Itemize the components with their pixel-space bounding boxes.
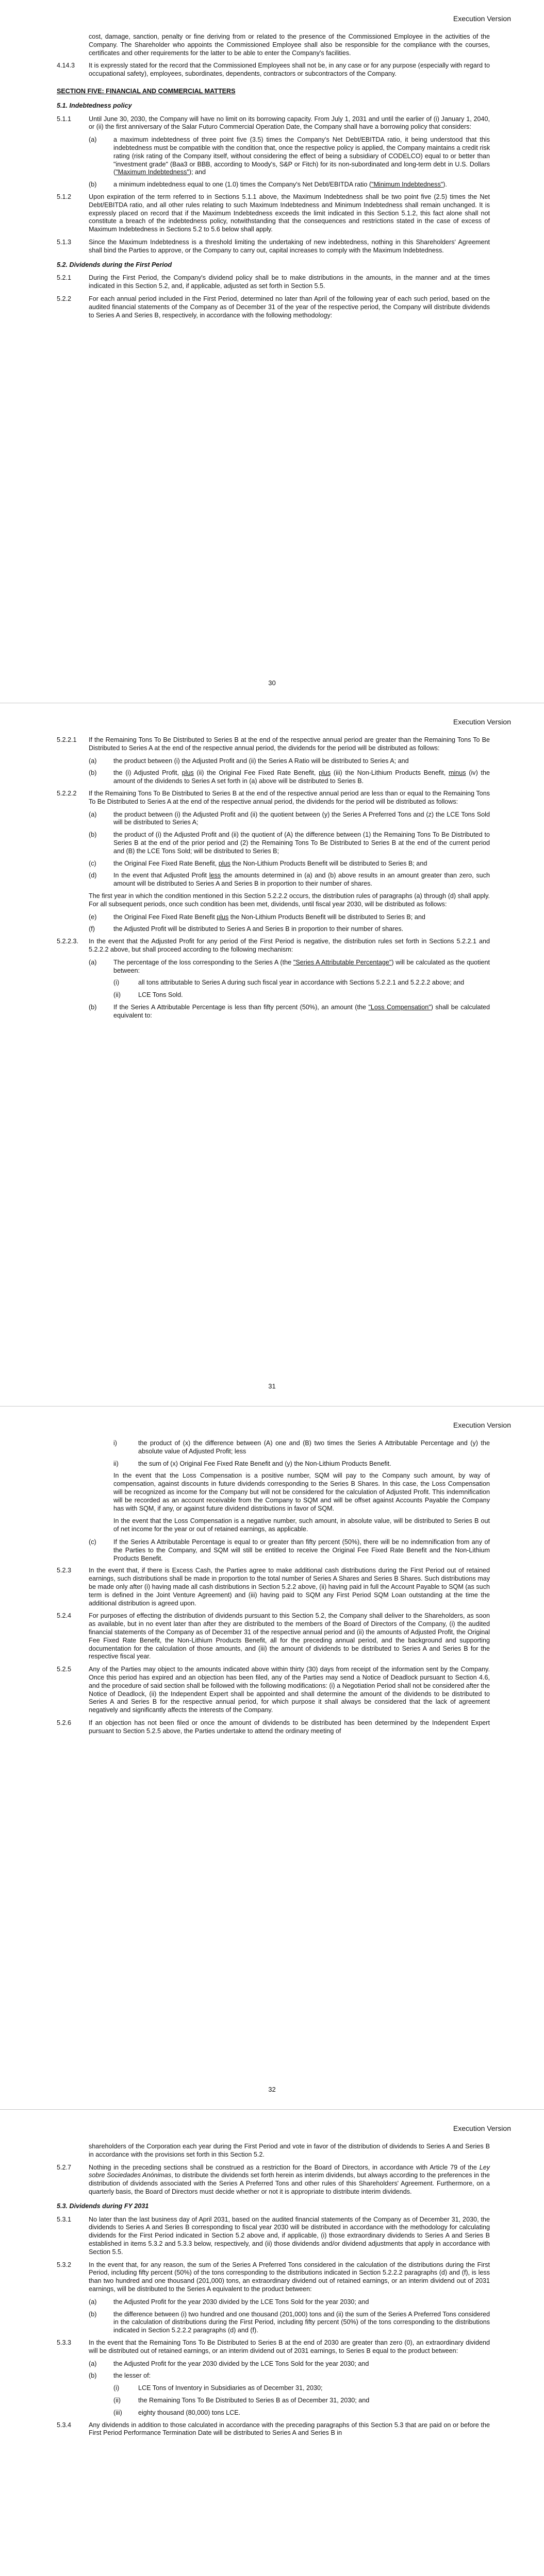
- clause-5-2-4: [57, 1612, 490, 1661]
- subsection-heading-5-1: 5.1. Indebtedness policy: [57, 101, 132, 109]
- clause-5-2-2-1: [57, 736, 490, 753]
- clause-text: Any of the Parties may object to the amounts indicated above within thirty (30) days from receipt of the information sent by the Company. Once this period has expired and an objection has been filed, any of the Parties may send a Notice of Deadlock pursuant to Section 4.6, and the procedure of said section shall be followed with the following modifications: (i) a Negotiation Period shall not be considered after the Notice of Deadlock, (ii) the Independent Expert shall be appointed and shall determine the amount of the dividends to be distributed to Series A and Series B for the respective annual period, for which purpose it shall always be considered that the lack of agreement negatively and significantly affects the interests of the Company.: [89, 1666, 490, 1714]
- item-label: (a): [89, 136, 97, 144]
- item-text: [113, 959, 490, 975]
- item-ii: [113, 991, 490, 999]
- item-text: eighty thousand (80,000) tons LCE.: [138, 2409, 241, 2416]
- section-title: SECTION FIVE: FINANCIAL AND COMMERCIAL MATTERS: [57, 87, 236, 95]
- clause-number: 5.2.2.1: [57, 736, 77, 743]
- clause-number: 5.3.1: [57, 2215, 72, 2223]
- clause-text: In the event that, if there is Excess Cash, the Parties agree to make additional cash distributions during the First Period out of retained earnings, such distributions shall be made in proportion to the total number of Series A Shares and Series B Shares. Such distributions may be made only after (i) having made all cash distributions in Section 5.2.2 above, (ii) having paid in full the Account Payable to SQM (as such term is defined in the Joint Venture Agreement) and (iii) having paid to SQM any First Period SQM Loan outstanding at the time the additional distribution is agreed upon.: [89, 1567, 490, 1607]
- clause-number: 5.3.4: [57, 2421, 72, 2429]
- item-iii: [113, 2409, 490, 2417]
- clause-5-1-2: [57, 193, 490, 234]
- item-label: (e): [89, 913, 97, 921]
- clause-5-2-2: [57, 295, 490, 319]
- item-c: [89, 1538, 490, 1563]
- clause-text: In the event that the Remaining Tons To Be Distributed to Series B at the end of 2030 are greater than zero (0), an extraordinary dividend will be distributed out of retained earnings, or an interim dividend out of 2031 earnings, to Series B equal to the product between:: [89, 2338, 490, 2354]
- paragraph: The first year in which the condition mentioned in this Section 5.2.2.2 occurs, the distribution rules of paragraphs (a) through (d) shall apply. For all subsequent periods, once such condition has been met, dividends, until fiscal year 2030, will be distributed as follows:: [89, 892, 490, 908]
- item-e: [89, 913, 490, 922]
- text-run: the (i) Adjusted Profit,: [113, 769, 182, 777]
- paragraph-continuation: shareholders of the Corporation each year during the First Period and vote in favor of the distribution of dividends to Series A and Series B in accordance with the provisions set forth in this Section 5.2.: [89, 2143, 490, 2158]
- clause-text: No later than the last business day of April 2031, based on the audited financial statements of the Company as of December 31, 2030, the dividends to Series A and Series B corresponding to fiscal year 2030 will be distributed in accordance with the methodology for calculating dividends for the First Period indicated in Section 5.2 above and, if applicable, (i) those extraordinary dividends to Series A and Series B established in items 5.3.2 and 5.3.3 below, respectively, and (ii) those dividends and/or dividend adjustments that apply in accordance with Section 5.5.: [89, 2215, 490, 2256]
- header-execution-version: Execution Version: [453, 1421, 511, 1429]
- item-label: ii): [113, 1460, 119, 1467]
- item-text: [113, 136, 490, 177]
- clause-number: 5.3.2: [57, 2261, 72, 2268]
- defined-term: "Minimum Indebtedness": [371, 181, 443, 189]
- item-text: [113, 1004, 490, 1020]
- item-label: (d): [89, 872, 97, 879]
- item-i: [113, 2384, 490, 2393]
- item-i: [113, 979, 490, 987]
- item-label: (b): [89, 769, 97, 777]
- clause-5-2-2-3: [57, 938, 490, 954]
- clause-text: Any dividends in addition to those calculated in accordance with the preceding paragraphs of this Section 5.3 that are paid on or before the First Period Performance Termination Date will be distributed to Series A and Series B in: [89, 2421, 490, 2437]
- header-execution-version: Execution Version: [453, 14, 511, 23]
- text-run: ) shall be calculated equivalent to:: [113, 1003, 490, 1019]
- item-text: LCE Tons of Inventory in Subsidiaries as of December 31, 2030;: [138, 2384, 323, 2392]
- clause-5-2-7: [57, 2164, 490, 2196]
- page-number: 32: [268, 2086, 276, 2093]
- item-text: the difference between (i) two hundred and one thousand (201,000) tons and (ii) the sum of the Series A Preferred Tons considered in the calculation of distributions during the First Period, including fifty percent (50%) of the tons corresponding to the distributions indicated in Section 5.2.2.2 paragraphs (d) and (f).: [113, 2310, 490, 2334]
- page-content: [57, 33, 490, 324]
- clause-number: 5.2.1: [57, 274, 72, 282]
- item-b: [89, 2311, 490, 2335]
- text-run: the Original Fee Fixed Rate Benefit,: [113, 859, 219, 867]
- clause-number: 5.2.2: [57, 295, 72, 302]
- item-label: (b): [89, 181, 97, 189]
- clause-number: 5.1.2: [57, 193, 72, 200]
- clause-text: For each annual period included in the First Period, determined no later than April of the following year of each such period, based on the audited financial statements of the Company as of December 31 of the year of the respective period, the Company will distribute dividends to Series A and Series B, respectively, in accordance with the following methodology:: [89, 295, 490, 319]
- clause-number: 4.14.3: [57, 62, 75, 70]
- clause-number: 5.1.1: [57, 115, 72, 123]
- paragraph-continuation: cost, damage, sanction, penalty or fine deriving from or related to the presence of the Commissioned Employee in the activities of the Company. The Shareholder who appoints the Commissioned Employee shall also be responsible for the compliance with the courses, certificates and other requirements for the latter to be able to enter the Company's facilities.: [89, 33, 490, 57]
- document-page-31: [0, 703, 544, 1406]
- text-run: The percentage of the loss corresponding to the Series A (the: [113, 958, 293, 966]
- item-text: the Adjusted Profit for the year 2030 divided by the LCE Tons Sold for the year 2030; and: [113, 2298, 369, 2306]
- item-ii: [113, 2397, 490, 2405]
- header-execution-version: Execution Version: [453, 718, 511, 726]
- clause-number: 5.2.3: [57, 1567, 72, 1574]
- text-run: (ii) the Original Fee Fixed Rate Benefit,: [193, 769, 319, 777]
- paragraph: In the event that the Loss Compensation is a positive number, SQM will pay to the Company such amount, by way of compensation, against discounts in future dividends corresponding to the Series B Shares. In this case, the Loss Compensation will be recognized as income for the Company but will not be considered for the calculation of Adjusted Profit. This indemnification will be recorded as an account receivable from the Company to SQM and will be offset against Accounts Payable the Company has with SQM, if any, or against future dividend distributions in favor of SQM.: [113, 1472, 490, 1512]
- item-a: [89, 757, 490, 766]
- text-run: ) will be calculated as the quotient between:: [113, 958, 490, 974]
- item-text: [113, 872, 490, 888]
- clause-5-3-3: [57, 2339, 490, 2355]
- subsection-heading-5-2: 5.2. Dividends during the First Period: [57, 261, 172, 268]
- item-label: (b): [89, 831, 97, 839]
- text-run: a minimum indebtedness equal to one (1.0) times the Company's Net Debt/EBITDA ratio (: [113, 181, 372, 189]
- item-b: [89, 2372, 490, 2380]
- text-run: (iv) the amount of the dividends to Series A set forth in (a) above will be distributed to Series B.: [113, 769, 490, 785]
- clause-text: Upon expiration of the term referred to in Sections 5.1.1 above, the Maximum Indebtedness shall be two point five (2.5) times the Net Debt/EBITDA ratio, and all other rules relating to such Maximum Indebtedness and Minimum Indebtedness shall remain unchanged. It is expressly placed on record that if the Maximum Indebtedness exceeds the limit indicated in this Section 5.1.2, this fact alone shall not constitute a breach of the indebtedness policy, notwithstanding that the consequences and restrictions stated in the case of excess of Maximum Indebtedness in Sections 5.2 to 5.6 below shall apply.: [89, 193, 490, 233]
- text-run: (iii) the Non-Lithium Products Benefit,: [331, 769, 449, 777]
- defined-term: "Maximum Indebtedness": [116, 168, 189, 176]
- clause-number: 5.2.5: [57, 1666, 72, 1673]
- emphasis: plus: [217, 913, 229, 921]
- item-text: [113, 769, 490, 786]
- item-text: the Remaining Tons To Be Distributed to Series B as of December 31, 2030; and: [138, 2396, 370, 2404]
- item-text: LCE Tons Sold.: [138, 991, 183, 999]
- document-page-32: [0, 1406, 544, 2110]
- text-run: the amounts determined in (a) and (b) above results in an amount greater than zero, such amount will be distributed to Series A and Series B in proportion to their number of shares.: [113, 872, 490, 888]
- clause-text: If an objection has not been filed or once the amount of dividends to be distributed has been determined by the Independent Expert pursuant to Section 5.2.5 above, the Parties undertake to attend the ordinary meeting of: [89, 1719, 490, 1735]
- item-c: [89, 860, 490, 868]
- item-label: (a): [89, 757, 97, 765]
- emphasis: less: [209, 872, 221, 879]
- item-label: (a): [89, 958, 97, 966]
- item-a: [89, 2360, 490, 2368]
- text-run: the Original Fee Fixed Rate Benefit: [113, 913, 217, 921]
- text-run: In the event that Adjusted Profit: [113, 872, 209, 879]
- subsection-heading-5-3: 5.3. Dividends during FY 2031: [57, 2202, 149, 2210]
- text-run: ).: [443, 181, 447, 189]
- text-run: a maximum indebtedness of three point five (3.5) times the Company's Net Debt/EBITDA ratio, it being understood that this indebtedness must be compatible with the condition that, once the respective policy is applied, the Company maintains a credit risk rating (risk rating of the Company itself, without considering the effect of being a subsidiary of CODELCO) equal to or better than "investment grade" (Baa3 or BBB, according to Moody's, S&P or Fitch) for its non-subordinated and long-term debt in U.S. Dollars (: [113, 136, 490, 176]
- page-number: 30: [268, 679, 276, 687]
- emphasis: plus: [319, 769, 331, 777]
- item-label: (a): [89, 810, 97, 818]
- item-text: [113, 181, 490, 189]
- text-run: the Non-Lithium Products Benefit will be distributed to Series B; and: [228, 913, 425, 921]
- item-label: (i): [113, 979, 120, 987]
- clause-5-2-3: [57, 1567, 490, 1607]
- item-text: [113, 913, 490, 922]
- item-b: [89, 1004, 490, 1020]
- item-5-1-1-b: [89, 181, 490, 189]
- clause-text: In the event that, for any reason, the sum of the Series A Preferred Tons considered in the calculation of the distributions during the First Period, including fifty percent (50%) of the tons corresponding to the distributions indicated in Section 5.2.2.2 paragraphs (d) and (f), is less than two hundred and one thousand (201,000) tons, an extraordinary dividend out of retained earnings, or an interim dividend out of 2031 earnings, will be distributed to the Series A equivalent to the product between:: [89, 2261, 490, 2293]
- clause-text: If the Remaining Tons To Be Distributed to Series B at the end of the respective annual period are less than or equal to the Remaining Tons To Be Distributed to Series A at the end of the respective annual period, the dividends for the period will be distributed as follows:: [89, 789, 490, 805]
- clause-5-1-1: [57, 115, 490, 132]
- page-content: [57, 2143, 490, 2442]
- clause-number: 5.2.4: [57, 1612, 72, 1620]
- clause-text: If the Remaining Tons To Be Distributed to Series B at the end of the respective annual period are greater than the Remaining Tons To Be Distributed to Series A at the end of the respective annual period, the dividends for the period will be distributed as follows:: [89, 736, 490, 752]
- clause-5-3-4: [57, 2421, 490, 2438]
- header-execution-version: Execution Version: [453, 2124, 511, 2132]
- clause-5-2-2-2: [57, 790, 490, 806]
- item-label: (iii): [113, 2409, 122, 2416]
- clause-5-2-5: [57, 1666, 490, 1715]
- clause-text: Until June 30, 2030, the Company will have no limit on its borrowing capacity. From July 1, 2031 and until the earlier of (i) January 1, 2040, or (ii) the first anniversary of the Salar Futuro Commercial Operation Date, the Company shall have a borrowing policy that considers:: [89, 115, 490, 131]
- item-text: the product of (i) the Adjusted Profit and (ii) the quotient of (A) the difference between (1) the Remaining Tons To Be Distributed to Series B at the end of the prior period and (2) the Remaining Tons To Be Distributed to Series B at the end of the current period and (B) the LCE Tons Sold; will be distributed to Series B;: [113, 831, 490, 855]
- clause-text: It is expressly stated for the record that the Commissioned Employees shall not be, in any case or for any purpose (especially with regard to occupational safety), employees, subordinates, dependents, contractors or subcontractors of the Company.: [89, 62, 490, 78]
- item-label: (a): [89, 2360, 97, 2367]
- clause-text: [89, 2164, 490, 2196]
- text-run: the Non-Lithium Products Benefit will be distributed to Series B; and: [230, 859, 427, 867]
- item-text: all tons attributable to Series A during such fiscal year in accordance with Sections 5.2.2.1 and 5.2.2.2 above; and: [138, 979, 465, 987]
- item-text: the lesser of:: [113, 2372, 151, 2380]
- item-text: the product of (x) the difference between (A) one and (B) two times the Series A Attributable Percentage and (y) the absolute value of Adjusted Profit; less: [138, 1439, 490, 1455]
- page-content: [57, 736, 490, 1024]
- defined-term: "Loss Compensation": [368, 1003, 431, 1011]
- emphasis: plus: [182, 769, 194, 777]
- item-label: (c): [89, 1538, 96, 1546]
- item-label: (a): [89, 2298, 97, 2306]
- item-label: (b): [89, 2310, 97, 2318]
- clause-number: 5.3.3: [57, 2338, 72, 2346]
- item-b: [89, 769, 490, 786]
- item-text: the Adjusted Profit will be distributed to Series A and Series B in proportion to their number of shares.: [113, 925, 404, 933]
- item-a: [89, 811, 490, 827]
- clause-5-3-1: [57, 2216, 490, 2257]
- clause-text: For purposes of effecting the distribution of dividends pursuant to this Section 5.2, the Company shall deliver to the Shareholders, as soon as available, but in no event later than after they are distributed to the members of the Board of Directors of the Company, (i) the audited financial statements of the Company as of December 31 of the respective annual period and (ii) the amounts of Adjusted Profit, the Original Fee Fixed Rate Benefit, the Non-Lithium Products Benefit, all for the preceding annual period, and the background and supporting documentation for the calculation of those amounts, and (iii) the amount of dividends to be distributed to Series A and Series B for the respective fiscal year.: [89, 1612, 490, 1660]
- clause-number: 5.2.7: [57, 2163, 72, 2171]
- item-text: the product between (i) the Adjusted Profit and (ii) the Series A Ratio will be distributed to Series A; and: [113, 757, 409, 765]
- item-text: If the Series A Attributable Percentage is equal to or greater than fifty percent (50%), there will be no indemnification from any of the Parties to the Company, and SQM will still be entitled to receive the Original Fee Fixed Rate Benefit and the Non-Lithium Products Benefit.: [113, 1538, 490, 1562]
- text-run: ); and: [189, 168, 206, 176]
- item-label: (ii): [113, 2396, 121, 2404]
- item-text: the Adjusted Profit for the year 2030 divided by the LCE Tons Sold for the year 2030; and: [113, 2360, 369, 2367]
- clause-number: 5.2.6: [57, 1719, 72, 1726]
- clause-number: 5.1.3: [57, 238, 72, 246]
- item-label: (c): [89, 859, 96, 867]
- item-5-1-1-a: [89, 136, 490, 177]
- italic-term: Ley sobre Sociedades Anónimas: [89, 2163, 490, 2179]
- page-content: [57, 1439, 490, 1740]
- item-label: (i): [113, 2384, 120, 2392]
- item-ii: [113, 1460, 490, 1468]
- paragraph: In the event that the Loss Compensation is a negative number, such amount, in absolute value, will be distributed to Series B out of net income for the year or out of retained earnings, as applicable.: [113, 1517, 490, 1533]
- text-run: , to distribute the dividends set forth herein as interim dividends, but always according to the preferences in the distribution of dividends associated with the Series A Preferred Tons and other rules of this Shareholders' Agreement. Furthermore, on a quarterly basis, the Board of Directors must decide whether or not it is appropriate to distribute interim dividends.: [89, 2172, 490, 2195]
- emphasis: plus: [218, 859, 230, 867]
- item-label: (b): [89, 2372, 97, 2380]
- item-a: [89, 959, 490, 975]
- document-page-30: [0, 0, 544, 703]
- clause-text: In the event that the Adjusted Profit for any period of the First Period is negative, the distribution rules set forth in Sections 5.2.2.1 and 5.2.2.2 above, but shall proceed according to the following mechanism:: [89, 938, 490, 953]
- page-number: 31: [268, 1382, 276, 1390]
- text-run: If the Series A Attributable Percentage is less than fifty percent (50%), an amount (the: [113, 1003, 369, 1011]
- item-a: [89, 2298, 490, 2307]
- document-page-33: [0, 2110, 544, 2576]
- item-f: [89, 925, 490, 934]
- item-d: [89, 872, 490, 888]
- clause-text: During the First Period, the Company's dividend policy shall be to make distributions in the amounts, in the manner and at the times indicated in this Section 5.2, and, if applicable, adjusted as set forth in Section 5.5.: [89, 274, 490, 290]
- clause-5-3-2: [57, 2261, 490, 2294]
- item-label: (f): [89, 925, 95, 933]
- clause-number: 5.2.2.2: [57, 789, 77, 797]
- defined-term: "Series A Attributable Percentage": [293, 958, 392, 966]
- text-run: Nothing in the preceding sections shall be construed as a restriction for the Board of Directors, in accordance with Article 79 of the: [89, 2163, 480, 2171]
- clause-5-2-1: [57, 274, 490, 291]
- clause-number: 5.2.2.3.: [57, 938, 79, 945]
- item-text: the product between (i) the Adjusted Profit and (ii) the quotient between (y) the Series A Preferred Tons and (z) the LCE Tons Sold will be distributed to Series A;: [113, 810, 490, 826]
- item-label: i): [113, 1439, 117, 1447]
- item-text: the sum of (x) Original Fee Fixed Rate Benefit and (y) the Non-Lithium Products Benefit.: [138, 1460, 391, 1467]
- clause-5-1-3: [57, 239, 490, 255]
- emphasis: minus: [449, 769, 466, 777]
- clause-text: Since the Maximum Indebtedness is a threshold limiting the undertaking of new indebtedness, nothing in this Shareholders' Agreement shall bind the Parties to approve, or the Company to carry out, capital increases to comply with the Maximum Indebtedness.: [89, 238, 490, 254]
- item-label: (ii): [113, 991, 121, 999]
- clause-5-2-6: [57, 1719, 490, 1736]
- item-b: [89, 831, 490, 855]
- clause-4-14-3: [57, 62, 490, 78]
- item-text: [113, 860, 490, 868]
- item-label: (b): [89, 1003, 97, 1011]
- item-i: [113, 1439, 490, 1456]
